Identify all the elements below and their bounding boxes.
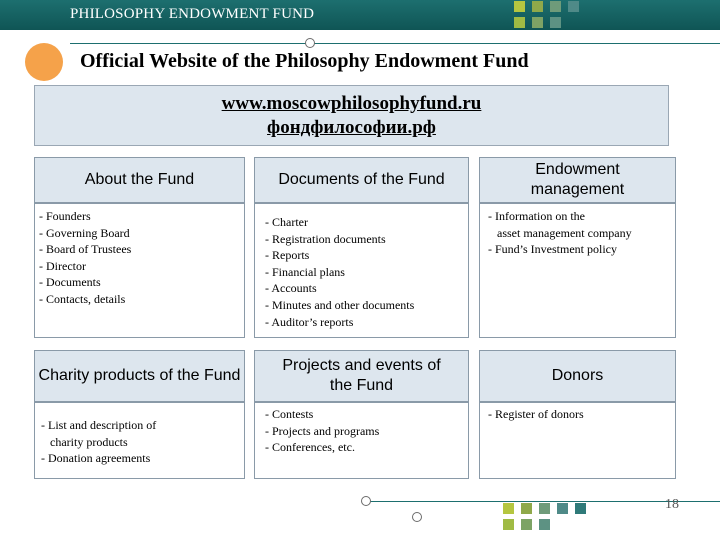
list-item: - Director <box>39 258 86 273</box>
list-item: - Financial plans <box>265 264 345 279</box>
list-charity-products <box>34 402 245 479</box>
list-item: - Reports <box>265 248 310 263</box>
heading-charity-products: Charity products of the Fund <box>34 350 245 402</box>
list-item: - Registration documents <box>265 231 386 246</box>
list-documents <box>254 203 469 338</box>
list-item: - Contests <box>265 407 314 421</box>
list-about-fund <box>34 203 245 338</box>
list-item: - Donation agreements <box>41 451 151 466</box>
list-item: - Accounts <box>265 281 317 296</box>
deco-square <box>557 503 568 514</box>
divider-line <box>70 43 720 44</box>
list-item: - Board of Trustees <box>39 242 132 257</box>
ring-decoration <box>412 512 422 522</box>
list-item: - Fund’s Investment policy <box>488 242 617 257</box>
list-item: - Register of donors <box>488 407 584 421</box>
heading-about-fund: About the Fund <box>34 157 245 203</box>
list-item: charity products <box>41 434 128 449</box>
deco-square <box>532 1 543 12</box>
website-url-cyrillic[interactable]: фондфилософии.рф <box>267 117 436 138</box>
orange-circle-icon <box>25 43 63 81</box>
heading-endowment-management: Endowment management <box>479 157 676 203</box>
list-item: - Documents <box>39 275 101 290</box>
list-item: - Projects and programs <box>265 423 380 438</box>
deco-square <box>521 503 532 514</box>
page-number: 18 <box>665 497 679 512</box>
deco-square <box>550 1 561 12</box>
list-endowment-management <box>479 203 676 338</box>
heading-projects-events: Projects and events of the Fund <box>254 350 469 402</box>
list-donors <box>479 402 676 479</box>
list-item: - Governing Board <box>39 225 130 240</box>
deco-square <box>514 1 525 12</box>
list-item: asset management company <box>488 225 632 240</box>
list-item: - Information on the <box>488 209 585 223</box>
list-projects-events <box>254 402 469 479</box>
page-title: Official Website of the Philosophy Endowment Fund <box>80 50 529 72</box>
website-url[interactable]: www.moscowphilosophyfund.ru <box>221 93 482 114</box>
ring-decoration <box>361 496 371 506</box>
list-item: - List and description of <box>41 418 157 432</box>
heading-donors: Donors <box>479 350 676 402</box>
deco-square <box>568 1 579 12</box>
deco-square <box>503 503 514 514</box>
list-item: - Contacts, details <box>39 291 126 306</box>
list-item: - Auditor’s reports <box>265 314 354 329</box>
deco-square <box>521 519 532 530</box>
header-title: PHILOSOPHY ENDOWMENT FUND <box>70 6 315 22</box>
deco-square <box>539 519 550 530</box>
heading-documents: Documents of the Fund <box>254 157 469 203</box>
deco-square <box>575 503 586 514</box>
ring-decoration <box>305 38 315 48</box>
deco-square <box>532 17 543 28</box>
list-item: - Charter <box>265 215 308 229</box>
deco-square <box>514 17 525 28</box>
list-item: - Founders <box>39 209 91 223</box>
list-item: - Minutes and other documents <box>265 297 415 312</box>
deco-square <box>539 503 550 514</box>
website-box <box>34 85 669 146</box>
list-item: - Conferences, etc. <box>265 440 355 455</box>
deco-square <box>550 17 561 28</box>
header-bar <box>0 0 720 30</box>
deco-square <box>503 519 514 530</box>
